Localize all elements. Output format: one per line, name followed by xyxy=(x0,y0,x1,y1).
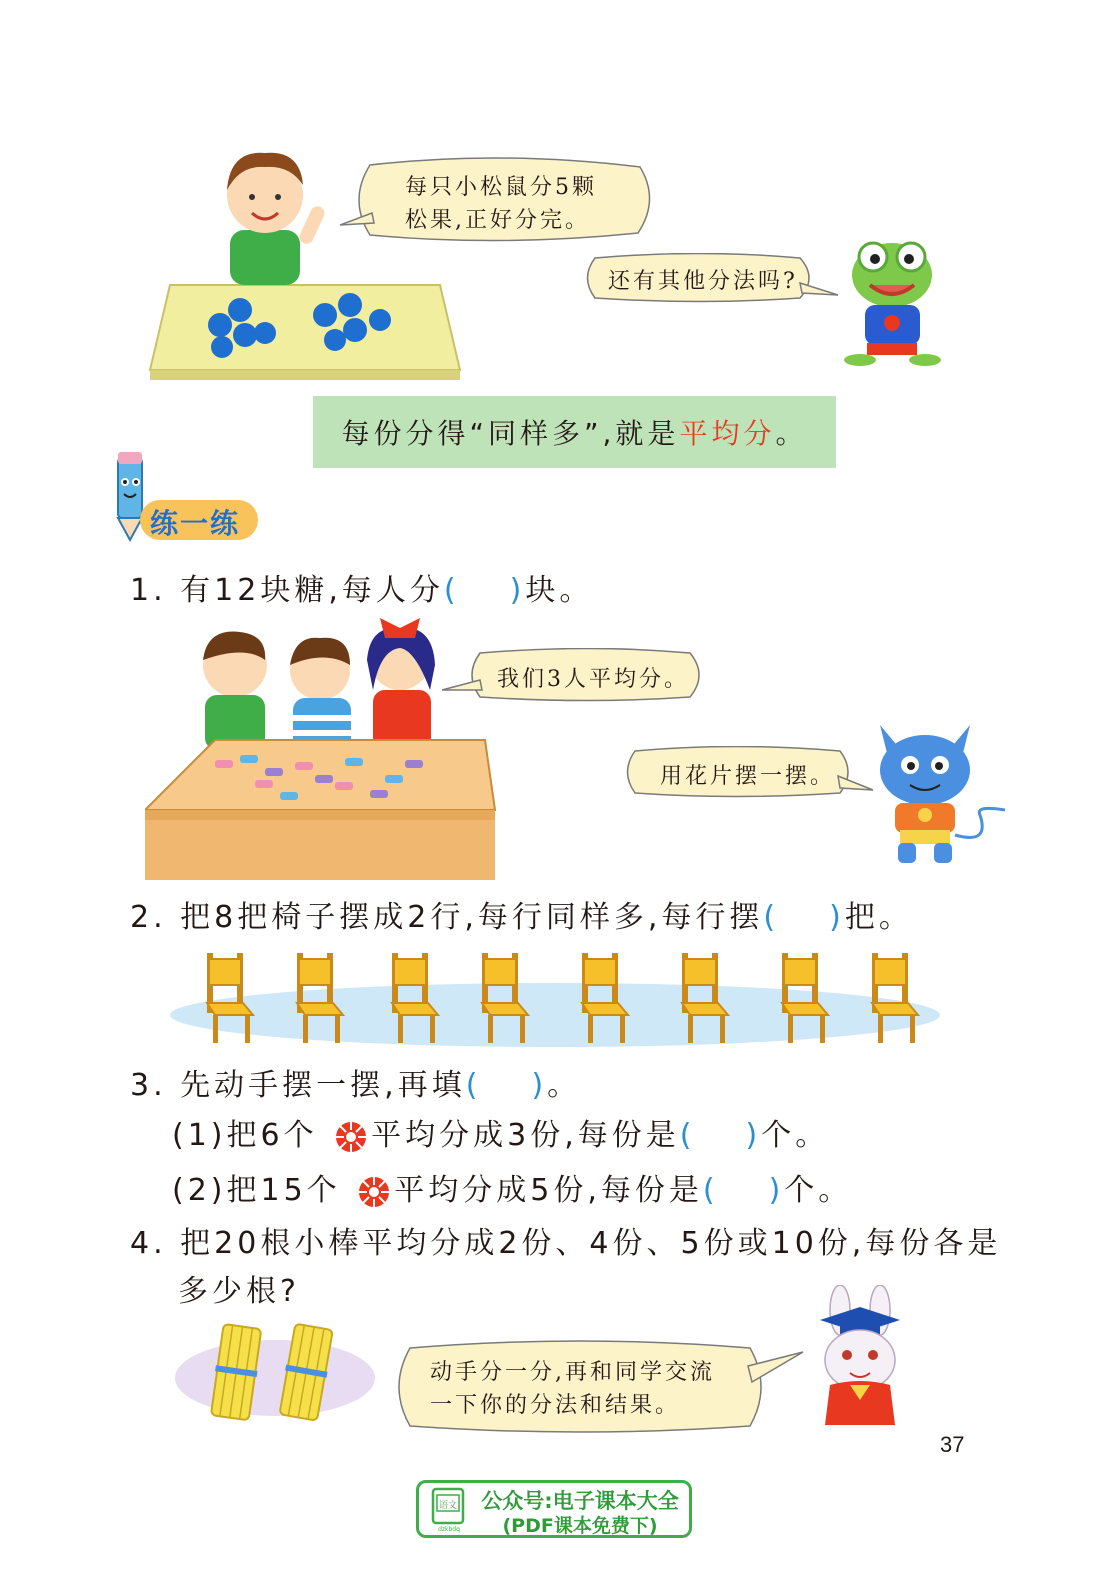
blue-cat-mascot-illustration xyxy=(870,715,1020,865)
definition-highlight: 平均分 xyxy=(679,417,776,450)
q2-paren-close: ) xyxy=(829,900,845,935)
rabbit-graduate-mascot-illustration xyxy=(800,1285,920,1430)
definition-box xyxy=(313,396,836,468)
q4-line2: 多少根? xyxy=(178,1274,300,1309)
page-number: 37 xyxy=(940,1432,965,1457)
stick-bundles-illustration xyxy=(175,1318,375,1428)
bubble-rabbit-line1: 动手分一分,再和同学交流 xyxy=(430,1360,715,1385)
q3-sub2-paren-close: ) xyxy=(768,1173,785,1208)
bubble-cat-text: 用花片摆一摆。 xyxy=(660,764,836,789)
q3-number: 3. xyxy=(130,1068,167,1103)
q1-paren-open: ( xyxy=(443,573,460,608)
q3-sub2-text-mid: 平均分成5份,每份是 xyxy=(394,1173,703,1208)
q3-sub1-text-before: 把6个 xyxy=(226,1118,318,1153)
frog-mascot-illustration xyxy=(835,235,950,370)
question-3-sub-1 xyxy=(172,1110,829,1154)
practice-title: 练一练 xyxy=(150,507,241,540)
footer-line-2: (PDF课本免费下) xyxy=(502,1515,658,1537)
eight-chairs-illustration xyxy=(170,945,940,1055)
definition-prefix: 每份分得“同样多”,就是 xyxy=(341,417,680,450)
bubble-rabbit-line2: 一下你的分法和结果。 xyxy=(430,1393,681,1418)
q3-sub2-text-before: 把15个 xyxy=(226,1173,341,1208)
q1-text: 有12块糖,每人分 xyxy=(180,573,444,608)
q3-sub1-paren-close: ) xyxy=(745,1118,762,1153)
q1-number: 1. xyxy=(130,573,167,608)
q3-sub2-text-after: 个。 xyxy=(784,1173,853,1208)
question-3 xyxy=(130,1060,581,1104)
q2-paren-open: ( xyxy=(763,900,780,935)
book-icon-caption: dzkbdq xyxy=(438,1526,460,1533)
q3-sub2-label: (2) xyxy=(172,1173,227,1208)
question-2 xyxy=(130,892,913,936)
bubble-kids-text: 我们3人平均分。 xyxy=(497,667,689,692)
footer-watermark xyxy=(416,1480,692,1538)
q2-text: 把8把椅子摆成2行,每行同样多,每行摆 xyxy=(180,900,764,935)
q3-sub1-text-after: 个。 xyxy=(761,1118,830,1153)
question-1 xyxy=(130,565,593,609)
q3-text: 先动手摆一摆,再填 xyxy=(180,1068,466,1103)
bubble-boy-line2: 松果,正好分完。 xyxy=(405,208,590,233)
q4-line1: 把20根小棒平均分成2份、4份、5份或10份,每份各是 xyxy=(180,1226,1002,1261)
bubble-frog-text: 还有其他分法吗? xyxy=(608,269,798,294)
q3-paren-open: ( xyxy=(465,1068,482,1103)
red-flower-chip-icon xyxy=(354,1175,394,1209)
definition-suffix: 。 xyxy=(775,417,808,450)
q4-number: 4. xyxy=(130,1226,167,1261)
q3-sub1-paren-open: ( xyxy=(679,1118,696,1153)
q3-paren-close: ) xyxy=(531,1068,548,1103)
red-flower-chip-icon xyxy=(331,1120,371,1154)
q2-text-after: 把。 xyxy=(844,900,913,935)
book-icon xyxy=(427,1487,471,1533)
q3-sub1-label: (1) xyxy=(172,1118,227,1153)
q3-sub1-text-mid: 平均分成3份,每份是 xyxy=(371,1118,680,1153)
bubble-boy-line1: 每只小松鼠分5颗 xyxy=(405,175,597,200)
q3-sub2-paren-open: ( xyxy=(702,1173,719,1208)
question-3-sub-2 xyxy=(172,1165,852,1209)
book-icon-text: 语文 xyxy=(438,1501,458,1511)
q2-number: 2. xyxy=(130,900,167,935)
q1-text-after: 块。 xyxy=(525,573,594,608)
q3-text-after: 。 xyxy=(547,1068,582,1103)
footer-line-1: 公众号:电子课本大全 xyxy=(481,1489,679,1513)
question-4-line-1 xyxy=(130,1218,1001,1262)
q1-paren-close: ) xyxy=(509,573,526,608)
